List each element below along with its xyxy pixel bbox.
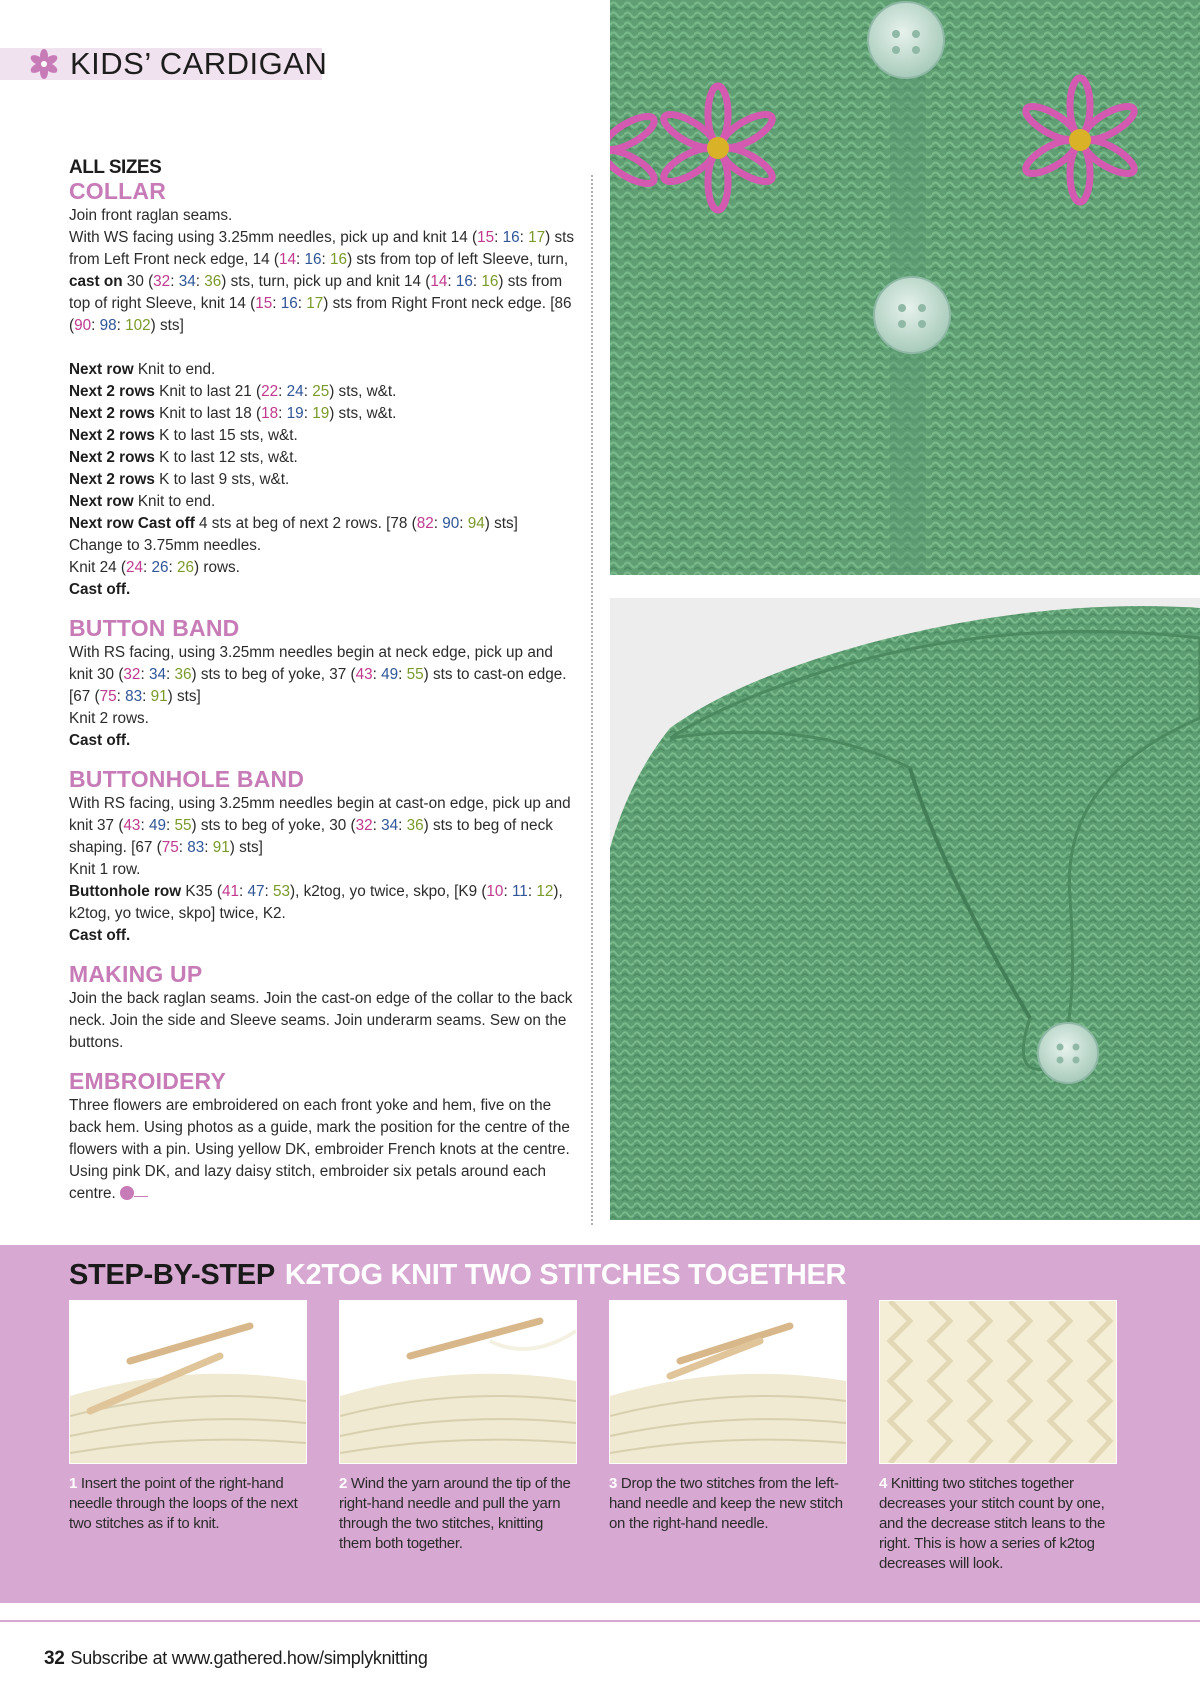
text-run: K35 ( [181,883,222,900]
text-run: Knit to end. [133,361,216,378]
page-title: KIDS’ CARDIGAN [70,46,328,81]
button-band-cast-off: Cast off. [69,732,131,749]
size-value: 43 [355,666,373,683]
collar-heading: COLLAR [69,178,167,204]
size-value: 34 [381,817,399,834]
text-run: K to last 12 sts, w&t. [154,449,298,466]
text-run: ) sts] [484,515,518,532]
flower-icon [30,47,58,81]
size-value: 16 [280,295,298,312]
text-run: With RS facing, using 3.25mm needles begin at cast-on edge, pick up and knit 37 ( [69,795,571,834]
step-3-caption [609,1474,849,1534]
size-value: 47 [247,883,265,900]
size-value: 25 [312,383,330,400]
text-run: ), k2tog, yo twice, skpo] twice, K2. [69,883,563,922]
embroidery-heading: EMBROIDERY [69,1068,227,1094]
cardigan-flowers-photo [610,0,1200,575]
text-run: Knit to last 21 ( [154,383,262,400]
embroidery-paragraph [69,1095,579,1205]
row-label: Next 2 rows [69,449,155,466]
column-divider [591,175,593,1225]
size-value: 16 [455,273,473,290]
size-value: 34 [178,273,196,290]
text-run: Knit to last 18 ( [154,405,262,422]
text-run: ) sts from Left Front neck edge, 14 ( [69,229,575,268]
size-value: 24 [125,559,143,576]
size-value: 15 [477,229,495,246]
collar-row-1 [69,359,579,381]
text-run: K to last 9 sts, w&t. [154,471,290,488]
text-run: With WS facing using 3.25mm needles, pick up and knit 14 ( [69,229,478,246]
size-value: 17 [528,229,546,246]
size-value: 83 [187,839,205,856]
size-value: 36 [174,666,192,683]
collar-section [69,178,579,601]
text-run: ) sts, turn, pick up and knit 14 ( [221,273,431,290]
size-value: 75 [99,688,117,705]
button-band-heading: BUTTON BAND [69,615,240,641]
paragraph-gap [69,337,579,359]
size-value: 19 [286,405,304,422]
size-value: 91 [150,688,168,705]
size-value: 55 [174,817,192,834]
text-run: ) sts to cast-on edge. [67 ( [69,666,567,705]
step-number: 4 [879,1475,888,1492]
step-4-caption [879,1474,1119,1574]
text-run: ) sts] [167,688,201,705]
size-value: 102 [125,317,151,334]
collar-pickup-instructions: With WS facing using 3.25mm needles, pick up and knit 14 (15: 16: 17) sts from Left Front neck edge, 14 (14: 16: 16) sts from top of left Sleeve, turn, cast on 30 (32: 34: 36) sts, turn, pick up and knit 14 (14: 16: 16) sts from top of right Sleeve, knit 14 (15: 16: 17) sts from Right Front neck edge. [86 (90: 98: 102) sts] [69,229,575,334]
size-value: 22 [261,383,279,400]
collar-row-5 [69,447,579,469]
buttonhole-band-instructions: With RS facing, using 3.25mm needles begin at cast-on edge, pick up and knit 37 (43: 49: 55) sts to beg of yoke, 30 (32: 34: 36) sts to beg of neck shaping. [67 (75: 83: 91) sts] [69,795,571,856]
collar-row-4 [69,425,579,447]
size-value: 83 [125,688,143,705]
collar-row-8: Next row Cast off 4 sts at beg of next 2 rows. [78 (82: 90: 94) sts] [69,515,518,532]
row-label: Next row [69,493,134,510]
size-value: 49 [381,666,399,683]
step-number: 1 [69,1475,78,1492]
size-value: 15 [255,295,273,312]
size-value: 26 [177,559,195,576]
size-value: 12 [536,883,554,900]
size-value: 24 [286,383,304,400]
step-number: 2 [339,1475,348,1492]
size-value: 90 [74,317,92,334]
size-value: 34 [148,666,166,683]
size-value: 91 [212,839,230,856]
text-run: ) sts] [229,839,263,856]
bold-term: cast on [69,273,123,290]
size-value: 16 [330,251,348,268]
row-label: Next 2 rows [69,471,155,488]
size-value: 16 [304,251,322,268]
step-2-caption [339,1474,579,1554]
size-value: 98 [99,317,117,334]
footer-rule [0,1620,1200,1622]
button-band-section [69,615,579,752]
row-label: Next row Cast off [69,515,195,532]
size-value: 16 [481,273,499,290]
collar-row-2: Next 2 rows Knit to last 21 (22: 24: 25) sts, w&t. [69,383,397,400]
size-value: 19 [312,405,330,422]
size-value: 53 [273,883,291,900]
text-run: Knit to end. [133,493,216,510]
cardigan-button-1 [868,2,944,78]
size-value: 82 [416,515,434,532]
text-run: ) rows. [194,559,240,576]
cardigan-button-3 [1038,1023,1098,1083]
collar-row-3: Next 2 rows Knit to last 18 (18: 19: 19) sts, w&t. [69,405,397,422]
size-value: 36 [204,273,222,290]
size-value: 32 [153,273,171,290]
step-1-photo [69,1300,307,1464]
step-number: 3 [609,1475,618,1492]
text-run: 4 sts at beg of next 2 rows. [78 ( [194,515,417,532]
collar-row-6 [69,469,579,491]
size-value: 11 [511,883,528,900]
row-label: Next 2 rows [69,405,155,422]
text-run: K to last 15 sts, w&t. [154,427,298,444]
cardigan-collar-photo [610,598,1200,1220]
step-text: Drop the two stitches from the left-hand needle and keep the new stitch on the right-hand needle. [609,1475,843,1532]
text-run: 30 ( [122,273,154,290]
buttonhole-band-heading: BUTTONHOLE BAND [69,766,305,792]
size-value: 14 [279,251,297,268]
step-by-step-title [69,1259,846,1292]
embroidery-text: Three flowers are embroidered on each front yoke and hem, five on the back hem. Using photos as a guide, mark the position for the centre of the flowers with a pin. Using yellow DK, embroider French knots at the centre. Using pink DK, and lazy daisy stitch, embroider six petals around each centre. [69,1097,570,1202]
row-label: Buttonhole row [69,883,182,900]
footer [44,1648,428,1670]
size-value: 32 [355,817,373,834]
making-up-heading: MAKING UP [69,961,203,987]
step-text: Insert the point of the right-hand needle through the loops of the next two stitches as if to knit. [69,1475,298,1532]
collar-intro: Join front raglan seams. [69,207,233,224]
size-value: 94 [467,515,485,532]
making-up-section [69,961,579,1054]
text-run: Knit 24 ( [69,559,126,576]
size-value: 10 [486,883,504,900]
text-run: With RS facing, using 3.25mm needles begin at neck edge, pick up and knit 30 ( [69,644,553,683]
size-value: 55 [406,666,424,683]
buttonhole-row: Buttonhole row K35 (41: 47: 53), k2tog, yo twice, skpo, [K9 (10: 11: 12), k2tog, yo twice, skpo] twice, K2. [69,883,563,922]
text-run: ) sts] [150,317,184,334]
text-run: ) sts, w&t. [329,405,397,422]
size-value: 49 [148,817,166,834]
size-value: 43 [123,817,141,834]
step-by-step-label: STEP-BY-STEP [69,1259,275,1291]
size-value: 36 [406,817,424,834]
page-number: 32 [44,1648,65,1669]
size-value: 90 [442,515,460,532]
technique-title: K2TOG KNIT TWO STITCHES TOGETHER [284,1259,847,1291]
end-mark-icon [120,1186,134,1200]
row-label: Next row [69,361,134,378]
text-run: ) sts from top of left Sleeve, turn, [347,251,569,268]
size-value: 18 [261,405,279,422]
collar-needle-change: Change to 3.75mm needles. [69,537,262,554]
step-1-caption [69,1474,309,1534]
size-value: 75 [161,839,179,856]
size-value: 14 [430,273,448,290]
size-value: 26 [151,559,169,576]
buttonhole-band-cast-off: Cast off. [69,927,131,944]
size-value: 41 [221,883,239,900]
embroidery-section [69,1068,579,1205]
step-4-photo [879,1300,1117,1464]
pattern-text-column [69,158,579,1219]
text-run: ) sts to beg of yoke, 30 ( [191,817,356,834]
button-band-knit-rows: Knit 2 rows. [69,710,149,727]
buttonhole-band-knit-row: Knit 1 row. [69,861,141,878]
row-label: Next 2 rows [69,427,155,444]
size-value: 16 [502,229,520,246]
buttonhole-band-section [69,766,579,947]
collar-cast-off: Cast off. [69,581,131,598]
step-3-photo [609,1300,847,1464]
row-label: Next 2 rows [69,383,155,400]
step-2-photo [339,1300,577,1464]
collar-row-7 [69,491,579,513]
cardigan-button-2 [874,277,950,353]
button-band-instructions: With RS facing, using 3.25mm needles begin at neck edge, pick up and knit 30 (32: 34: 36) sts to beg of yoke, 37 (43: 49: 55) sts to cast-on edge. [67 (75: 83: 91) sts] [69,644,567,705]
end-mark-line [134,1196,148,1197]
collar-row-knit: Knit 24 (24: 26: 26) rows. [69,559,240,576]
step-text: Knitting two stitches together decreases your stitch count by one, and the decrease stitch leans to the right. This is how a series of k2tog decreases will look. [879,1475,1106,1572]
making-up-text: Join the back raglan seams. Join the cast-on edge of the collar to the back neck. Join the side and Sleeve seams. Join underarm seams. Sew on the buttons. [69,990,573,1051]
step-text: Wind the yarn around the tip of the right-hand needle and pull the yarn through the two stitches, knitting them both together. [339,1475,571,1552]
text-run: ), k2tog, yo twice, skpo, [K9 ( [290,883,487,900]
text-run: ) sts from top of right Sleeve, knit 14 ( [69,273,563,312]
size-value: 32 [123,666,141,683]
text-run: ) sts to beg of neck shaping. [67 ( [69,817,553,856]
text-run: ) sts from Right Front neck edge. [86 ( [69,295,572,334]
size-value: 17 [306,295,324,312]
text-run: ) sts, w&t. [329,383,397,400]
subscribe-link[interactable]: Subscribe at www.gathered.how/simplyknitting [70,1648,428,1668]
all-sizes-label: ALL SIZES [69,157,162,178]
text-run: ) sts to beg of yoke, 37 ( [191,666,356,683]
